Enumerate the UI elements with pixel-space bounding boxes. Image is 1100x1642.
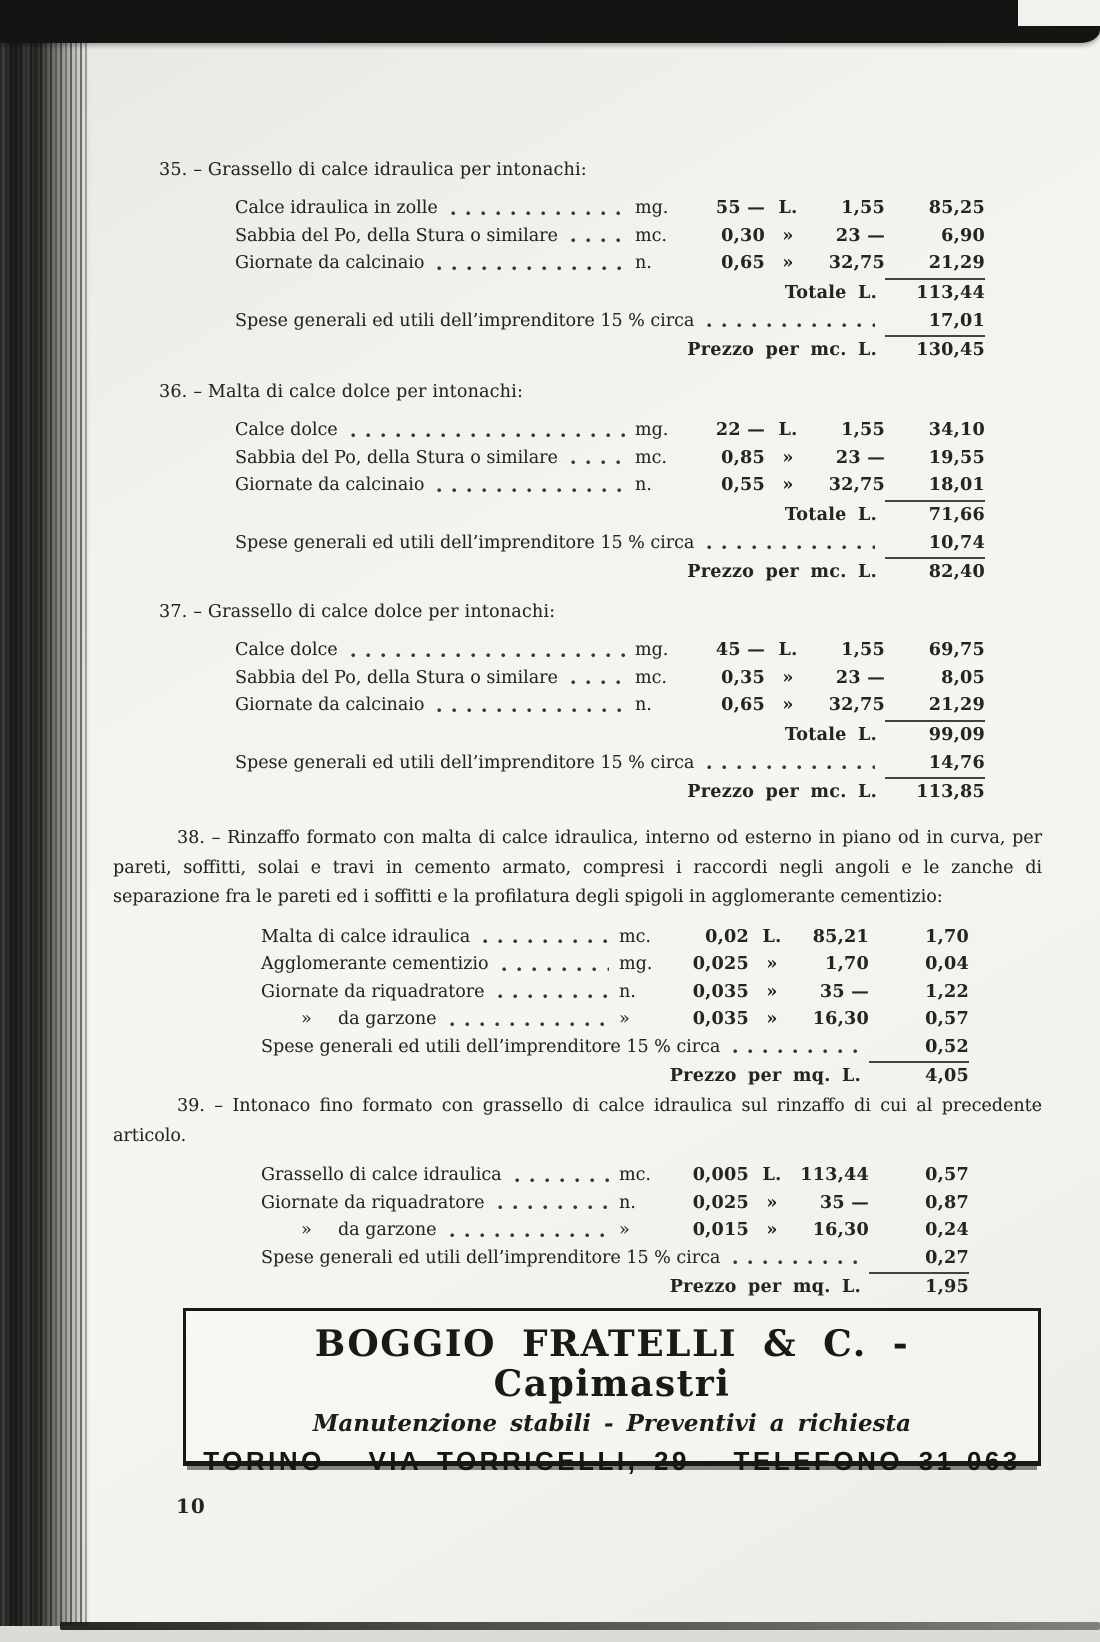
price-cell: 32,75: [828, 695, 885, 715]
dot-leader: [502, 957, 609, 979]
amount-cell: 0,24: [925, 1220, 969, 1240]
table-row: [261, 1162, 969, 1190]
spese-row: [235, 308, 985, 336]
unit-cell: mg.: [635, 198, 669, 218]
dot-leader: [707, 535, 875, 557]
quantity-cell: 55 —: [715, 198, 765, 218]
currency-cell: »: [782, 447, 794, 468]
quantity-cell: 0,005: [692, 1165, 749, 1185]
prezzo-label: Prezzo per mc. L.: [687, 562, 877, 582]
quantity-cell: 0,035: [692, 981, 749, 1002]
dot-leader: [450, 1223, 609, 1245]
row-label: Sabbia del Po, della Stura o similare: [235, 225, 558, 246]
table-row: [235, 250, 985, 278]
totale-amount: 99,09: [885, 720, 985, 750]
table-row: [235, 637, 985, 665]
dot-leader: [733, 1039, 859, 1061]
cost-table: [235, 417, 985, 587]
table-row: [235, 692, 985, 720]
quantity-cell: 22 —: [715, 420, 765, 440]
prezzo-row: [235, 557, 985, 587]
spese-label: Spese generali ed utili dell’imprenditore 15 % circa: [261, 1036, 721, 1057]
amount-cell: 1,22: [925, 981, 969, 1002]
unit-cell: n.: [619, 1192, 636, 1213]
price-cell: 113,44: [800, 1165, 869, 1185]
unit-cell: mc.: [635, 447, 667, 468]
amount-cell: 21,29: [928, 695, 985, 715]
currency-cell: »: [782, 253, 794, 273]
amount-cell: 0,87: [925, 1192, 969, 1213]
table-row: [261, 1217, 969, 1245]
price-item-37: [113, 598, 1042, 807]
row-label: Malta di calce idraulica: [261, 926, 471, 947]
spese-amount: 17,01: [928, 310, 985, 331]
cost-table: [261, 924, 969, 1092]
table-row: [235, 195, 985, 223]
unit-cell: mc.: [635, 667, 667, 688]
dot-leader: [707, 313, 875, 335]
table-row: [261, 951, 969, 979]
table-row: [261, 1006, 969, 1034]
unit-cell: »: [619, 1220, 630, 1240]
row-label: Giornate da calcinaio: [235, 475, 425, 495]
price-item-35: [113, 156, 1042, 365]
price-cell: 35 —: [819, 981, 869, 1002]
unit-cell: »: [619, 1009, 630, 1029]
totale-label: Totale L.: [784, 282, 877, 303]
bottom-page-shadow: [60, 1622, 1100, 1630]
spese-amount: 10,74: [928, 532, 985, 553]
prezzo-row: [261, 1272, 969, 1302]
row-label: Giornate da riquadratore: [261, 981, 485, 1002]
price-item-39: [113, 1092, 1042, 1302]
price-cell: 32,75: [828, 475, 885, 495]
row-label: » da garzone: [301, 1220, 437, 1240]
price-cell: 16,30: [812, 1220, 869, 1240]
row-label: Calce idraulica in zolle: [235, 198, 438, 218]
price-cell: 1,55: [841, 640, 885, 660]
prezzo-label: Prezzo per mq. L.: [669, 1277, 861, 1297]
price-cell: 1,70: [825, 954, 869, 974]
currency-cell: »: [766, 1192, 778, 1213]
totale-label: Totale L.: [784, 724, 877, 745]
row-label: Calce dolce: [235, 420, 338, 440]
currency-cell: »: [766, 1220, 778, 1240]
quantity-cell: 0,55: [721, 475, 765, 495]
dot-leader: [498, 984, 610, 1006]
currency-cell: »: [782, 667, 794, 688]
spese-row: [261, 1245, 969, 1273]
quantity-cell: 0,025: [692, 954, 749, 974]
row-label: Grassello di calce idraulica: [261, 1165, 502, 1185]
quantity-cell: 0,02: [705, 926, 749, 947]
quantity-cell: 0,30: [721, 225, 765, 246]
prezzo-amount: 4,05: [869, 1061, 969, 1091]
dot-leader: [733, 1250, 859, 1272]
cost-table: [235, 637, 985, 807]
prezzo-row: [235, 335, 985, 365]
spese-amount: 0,27: [925, 1247, 969, 1268]
unit-cell: n.: [635, 253, 652, 273]
spese-label: Spese generali ed utili dell’imprenditore 15 % circa: [261, 1247, 721, 1268]
currency-cell: »: [766, 1009, 778, 1029]
row-label: Sabbia del Po, della Stura o similare: [235, 667, 558, 688]
price-cell: 23 —: [835, 667, 885, 688]
table-row: [235, 472, 985, 500]
row-label: Calce dolce: [235, 640, 338, 660]
row-label: Giornate da calcinaio: [235, 695, 425, 715]
dot-leader: [571, 670, 625, 692]
currency-cell: »: [766, 981, 778, 1002]
currency-cell: L.: [762, 1165, 782, 1185]
item-title: 36. – Malta di calce dolce per intonachi:: [159, 382, 524, 402]
dot-leader: [707, 755, 875, 777]
prezzo-amount: 130,45: [885, 335, 985, 365]
unit-cell: mc.: [619, 1165, 651, 1185]
spese-row: [235, 530, 985, 558]
dot-leader: [483, 929, 609, 951]
totale-row: [235, 278, 985, 308]
currency-cell: »: [782, 695, 794, 715]
unit-cell: mg.: [635, 420, 669, 440]
amount-cell: 69,75: [928, 640, 985, 660]
unit-cell: mc.: [619, 926, 651, 947]
price-cell: 1,55: [841, 420, 885, 440]
currency-cell: »: [766, 954, 778, 974]
price-cell: 23 —: [835, 447, 885, 468]
price-item-38: [113, 824, 1042, 1091]
currency-cell: »: [782, 475, 794, 495]
prezzo-row: [235, 777, 985, 807]
unit-cell: n.: [635, 695, 652, 715]
amount-cell: 1,70: [925, 926, 969, 947]
amount-cell: 85,25: [928, 198, 985, 218]
cost-table: [235, 195, 985, 365]
dot-leader: [437, 698, 625, 720]
ad-services: Manutenzione stabili - Preventivi a richiesta: [312, 1410, 912, 1437]
advertisement-box: [183, 1308, 1041, 1476]
amount-cell: 0,04: [925, 954, 969, 974]
price-cell: 16,30: [812, 1009, 869, 1029]
table-row: [235, 417, 985, 445]
item-title: 39. – Intonaco fino formato con grassello di calce idraulica sul rinzaffo di cui al precedente articolo.: [113, 1096, 1042, 1146]
amount-cell: 6,90: [941, 225, 985, 246]
prezzo-label: Prezzo per mc. L.: [687, 340, 877, 360]
spese-label: Spese generali ed utili dell’imprenditore 15 % circa: [235, 752, 695, 773]
cost-table: [261, 1162, 969, 1302]
amount-cell: 0,57: [925, 1165, 969, 1185]
dot-leader: [515, 1168, 609, 1190]
totale-amount: 113,44: [885, 278, 985, 308]
dot-leader: [437, 478, 625, 500]
row-label: » da garzone: [301, 1009, 437, 1029]
quantity-cell: 0,65: [721, 253, 765, 273]
currency-cell: L.: [762, 926, 782, 947]
row-label: Giornate da riquadratore: [261, 1192, 485, 1213]
dot-leader: [351, 643, 625, 665]
unit-cell: mg.: [635, 640, 669, 660]
prezzo-label: Prezzo per mq. L.: [669, 1066, 861, 1086]
quantity-cell: 0,035: [692, 1009, 749, 1029]
totale-row: [235, 720, 985, 750]
amount-cell: 21,29: [928, 253, 985, 273]
currency-cell: L.: [778, 420, 798, 440]
price-cell: 35 —: [819, 1192, 869, 1213]
quantity-cell: 0,025: [692, 1192, 749, 1213]
quantity-cell: 0,35: [721, 667, 765, 688]
table-row: [261, 1190, 969, 1218]
amount-cell: 8,05: [941, 667, 985, 688]
price-cell: 23 —: [835, 225, 885, 246]
table-row: [235, 445, 985, 473]
prezzo-amount: 1,95: [869, 1272, 969, 1302]
row-label: Agglomerante cementizio: [261, 954, 489, 974]
spese-amount: 0,52: [925, 1036, 969, 1057]
price-item-36: [113, 378, 1042, 587]
dot-leader: [437, 256, 625, 278]
dot-leader: [450, 1012, 609, 1034]
unit-cell: mc.: [635, 225, 667, 246]
prezzo-amount: 82,40: [885, 557, 985, 587]
item-title: 37. – Grassello di calce dolce per intonachi:: [159, 602, 556, 622]
item-title: 35. – Grassello di calce idraulica per intonachi:: [159, 160, 587, 180]
prezzo-row: [261, 1061, 969, 1091]
spese-amount: 14,76: [928, 752, 985, 773]
dot-leader: [571, 450, 625, 472]
table-row: [261, 979, 969, 1007]
totale-amount: 71,66: [885, 500, 985, 530]
price-cell: 85,21: [812, 926, 869, 947]
page-number: 10: [176, 1494, 206, 1518]
row-label: Sabbia del Po, della Stura o similare: [235, 447, 558, 468]
row-label: Giornate da calcinaio: [235, 253, 425, 273]
dot-leader: [351, 423, 625, 445]
price-cell: 32,75: [828, 253, 885, 273]
item-title: 38. – Rinzaffo formato con malta di calce idraulica, interno od esterno in piano od in curva, per pareti, soffitti, solai e travi in cemento armato, compresi i raccordi negli angoli e le zanche di separazione fra le pareti ed i soffitti e la profilatura degli spigoli in agglomerante cementizio:: [113, 828, 1042, 907]
ad-company-name: BOGGIO FRATELLI & C. - Capimastri: [314, 1323, 910, 1405]
spese-row: [235, 750, 985, 778]
unit-cell: mg.: [619, 954, 653, 974]
top-scan-bar-lower: [0, 26, 1100, 43]
dot-leader: [451, 201, 625, 223]
spese-label: Spese generali ed utili dell’imprenditore 15 % circa: [235, 532, 695, 553]
totale-label: Totale L.: [784, 504, 877, 525]
quantity-cell: 0,85: [721, 447, 765, 468]
prezzo-label: Prezzo per mc. L.: [687, 782, 877, 802]
quantity-cell: 45 —: [715, 640, 765, 660]
amount-cell: 34,10: [928, 420, 985, 440]
prezzo-amount: 113,85: [885, 777, 985, 807]
ad-address-phone: TORINO - VIA TORRICELLI, 29 - TELEFONO 31-063: [203, 1446, 1021, 1476]
spese-row: [261, 1034, 969, 1062]
table-row: [235, 223, 985, 251]
unit-cell: n.: [619, 981, 636, 1002]
table-row: [261, 924, 969, 952]
unit-cell: n.: [635, 475, 652, 495]
quantity-cell: 0,65: [721, 695, 765, 715]
amount-cell: 18,01: [928, 475, 985, 495]
book-binding-edge: [0, 0, 90, 1642]
quantity-cell: 0,015: [692, 1220, 749, 1240]
totale-row: [235, 500, 985, 530]
dot-leader: [571, 228, 625, 250]
price-cell: 1,55: [841, 198, 885, 218]
amount-cell: 0,57: [925, 1009, 969, 1029]
table-row: [235, 665, 985, 693]
currency-cell: L.: [778, 198, 798, 218]
dot-leader: [498, 1195, 610, 1217]
currency-cell: L.: [778, 640, 798, 660]
spese-label: Spese generali ed utili dell’imprenditore 15 % circa: [235, 310, 695, 331]
currency-cell: »: [782, 225, 794, 246]
amount-cell: 19,55: [928, 447, 985, 468]
